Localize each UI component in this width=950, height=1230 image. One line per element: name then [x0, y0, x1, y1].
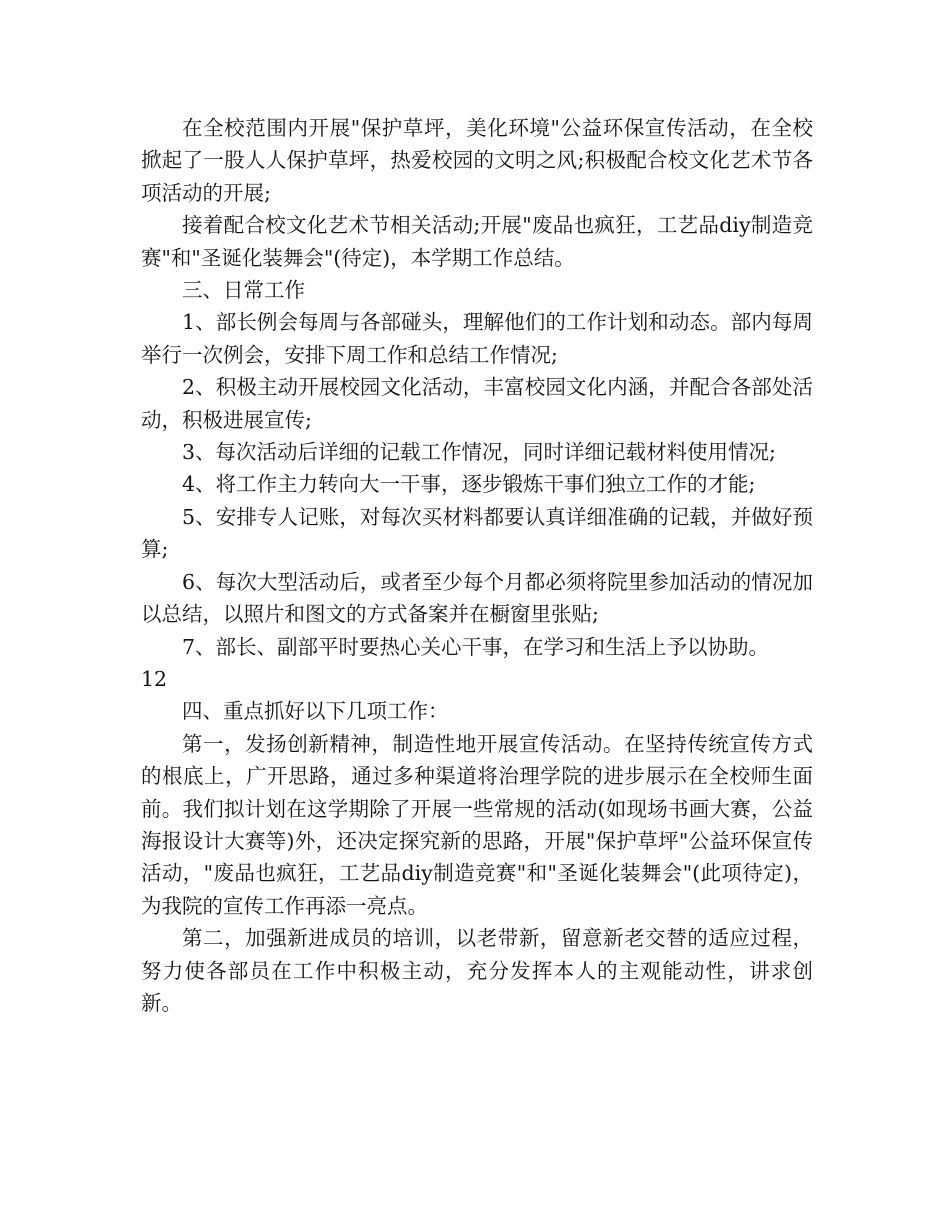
paragraph-first-task: 第一，发扬创新精神，制造性地开展宣传活动。在坚持传统宣传方式的根底上，广开思路，通过多种渠道将治理学院的进步展示在全校师生面前。我们拟计划在这学期除了开展一些常规的活动(如现场书画大赛，公益海报设计大赛等)外，还决定探究新的思路，开展"保护草坪"公益环保宣传活动，"废品也疯狂，工艺品diy制造竞赛"和"圣诞化装舞会"(此项待定)，为我院的宣传工作再添一亮点。	[141, 731, 813, 918]
list-item-3: 3、每次活动后详细的记载工作情况，同时详细记载材料使用情况;	[182, 440, 776, 465]
list-item-5: 5、安排专人记账，对每次买材料都要认真详细准确的记载，并做好预算;	[141, 504, 813, 562]
document-body	[141, 112, 813, 1019]
paragraph-art-festival: 接着配合校文化艺术节相关活动;开展"废品也疯狂，工艺品diy制造竞赛"和"圣诞化装舞会"(待定)，本学期工作总结。	[141, 213, 813, 270]
paragraph-second-task: 第二，加强新进成员的培训，以老带新，留意新老交替的适应过程，努力使各部员在工作中积极主动，充分发挥本人的主观能动性，讲求创新。	[141, 926, 813, 1015]
list-item-1: 1、部长例会每周与各部碰头，理解他们的工作计划和动态。部内每周举行一次例会，安排下周工作和总结工作情况;	[141, 310, 813, 367]
list-item-2: 2、积极主动开展校园文化活动，丰富校园文化内涵，并配合各部处活动，积极进展宣传;	[141, 375, 813, 432]
paragraph-environmental-campaign: 在全校范围内开展"保护草坪，美化环境"公益环保宣传活动，在全校掀起了一股人人保护草坪，热爱校园的文明之风;积极配合校文化艺术节各项活动的开展;	[141, 116, 813, 205]
list-item-7: 7、部长、副部平时要热心关心干事，在学习和生活上予以协助。	[182, 634, 770, 659]
section-heading-daily-work: 三、日常工作	[182, 278, 305, 303]
list-item-6: 6、每次大型活动后，或者至少每个月都必须将院里参加活动的情况加以总结，以照片和图文的方式备案并在橱窗里张贴;	[141, 569, 813, 627]
list-item-4: 4、将工作主力转向大一干事，逐步锻炼干事们独立工作的才能;	[182, 472, 756, 497]
section-heading-key-tasks: 四、重点抓好以下几项工作：	[182, 699, 449, 724]
stray-number: 12	[141, 666, 168, 691]
